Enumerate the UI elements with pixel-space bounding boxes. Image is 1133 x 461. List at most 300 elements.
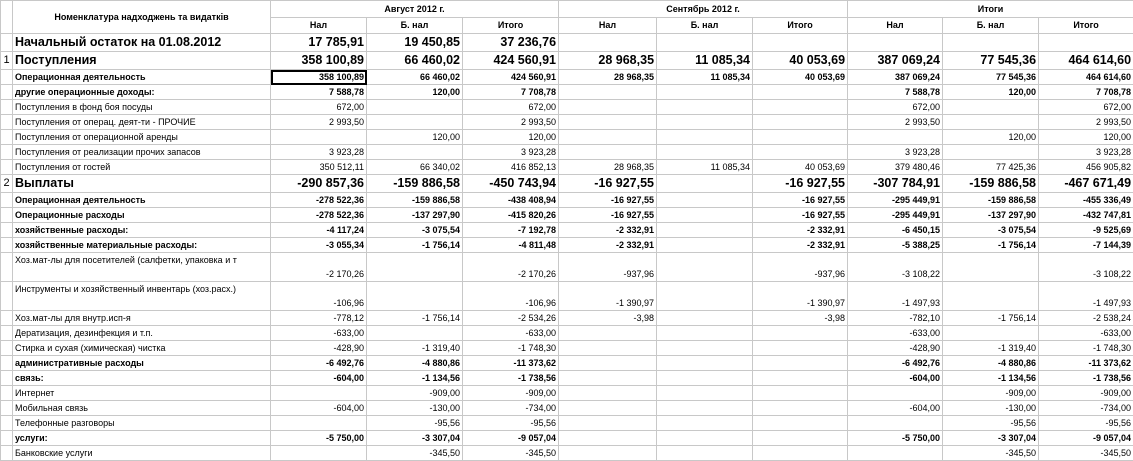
period-header-august[interactable]: Август 2012 г. (271, 1, 559, 18)
row-group-index[interactable] (1, 223, 13, 238)
value-cell[interactable]: -2 332,91 (559, 223, 657, 238)
value-cell[interactable] (753, 431, 848, 446)
row-label-cell[interactable]: Поступления от операц. деят-ти - ПРОЧИЕ (13, 115, 271, 130)
value-cell[interactable]: 7 588,78 (271, 85, 367, 100)
value-cell[interactable] (848, 130, 943, 145)
value-cell[interactable]: 28 968,35 (559, 160, 657, 175)
value-cell[interactable]: 672,00 (1039, 100, 1133, 115)
value-cell[interactable]: -2 170,26 (463, 253, 559, 282)
value-cell[interactable] (753, 341, 848, 356)
value-cell[interactable]: -909,00 (367, 386, 463, 401)
value-cell[interactable] (367, 115, 463, 130)
value-cell[interactable]: -95,56 (367, 416, 463, 431)
value-cell[interactable]: -4 880,86 (943, 356, 1039, 371)
value-cell[interactable]: -6 492,76 (848, 356, 943, 371)
value-cell[interactable] (753, 401, 848, 416)
row-label-cell[interactable]: Банковские услуги (13, 446, 271, 461)
value-cell[interactable]: -307 784,91 (848, 175, 943, 193)
value-cell[interactable] (657, 341, 753, 356)
value-cell[interactable] (559, 34, 657, 52)
value-cell[interactable]: -16 927,55 (753, 208, 848, 223)
value-cell[interactable] (559, 386, 657, 401)
value-cell[interactable]: -604,00 (848, 401, 943, 416)
value-cell[interactable]: -909,00 (463, 386, 559, 401)
value-cell[interactable]: -432 747,81 (1039, 208, 1133, 223)
value-cell[interactable]: -106,96 (271, 282, 367, 311)
value-cell[interactable]: -909,00 (943, 386, 1039, 401)
value-cell[interactable]: -130,00 (943, 401, 1039, 416)
row-label-cell[interactable]: Поступления в фонд боя посуды (13, 100, 271, 115)
column-header-noncash[interactable]: Б. нал (657, 18, 753, 34)
value-cell[interactable]: 7 588,78 (848, 85, 943, 100)
row-label-cell[interactable]: Хоз.мат-лы для внутр.исп-я (13, 311, 271, 326)
value-cell[interactable] (559, 356, 657, 371)
value-cell[interactable]: 672,00 (848, 100, 943, 115)
value-cell[interactable]: 358 100,89 (271, 52, 367, 70)
value-cell[interactable] (657, 371, 753, 386)
value-cell[interactable] (559, 100, 657, 115)
column-header-cash[interactable]: Нал (271, 18, 367, 34)
row-group-index[interactable] (1, 341, 13, 356)
value-cell[interactable]: -5 750,00 (848, 431, 943, 446)
value-cell[interactable] (943, 282, 1039, 311)
period-header-totals[interactable]: Итоги (848, 1, 1133, 18)
value-cell[interactable] (657, 193, 753, 208)
value-cell[interactable] (271, 386, 367, 401)
value-cell[interactable] (657, 223, 753, 238)
value-cell[interactable] (271, 130, 367, 145)
value-cell[interactable] (367, 253, 463, 282)
value-cell[interactable]: -3,98 (753, 311, 848, 326)
value-cell[interactable] (753, 85, 848, 100)
column-header-total[interactable]: Итого (463, 18, 559, 34)
value-cell[interactable]: 120,00 (943, 85, 1039, 100)
value-cell[interactable] (1039, 34, 1133, 52)
value-cell[interactable] (657, 238, 753, 253)
value-cell[interactable]: -1 748,30 (1039, 341, 1133, 356)
value-cell[interactable]: -1 134,56 (943, 371, 1039, 386)
value-cell[interactable] (271, 446, 367, 461)
row-label-cell[interactable]: Поступления от реализации прочих запасов (13, 145, 271, 160)
value-cell[interactable]: -2 332,91 (753, 238, 848, 253)
value-cell[interactable]: -1 319,40 (943, 341, 1039, 356)
value-cell[interactable] (848, 34, 943, 52)
value-cell[interactable] (848, 446, 943, 461)
value-cell[interactable]: -633,00 (271, 326, 367, 341)
value-cell[interactable] (753, 356, 848, 371)
value-cell[interactable]: 464 614,60 (1039, 70, 1133, 85)
value-cell[interactable]: -130,00 (367, 401, 463, 416)
value-cell[interactable]: 120,00 (1039, 130, 1133, 145)
row-label-cell[interactable]: Мобильная связь (13, 401, 271, 416)
value-cell[interactable]: -16 927,55 (559, 175, 657, 193)
value-cell[interactable] (367, 326, 463, 341)
value-cell[interactable] (559, 371, 657, 386)
row-group-index[interactable] (1, 70, 13, 85)
row-group-index[interactable]: 2 (1, 175, 13, 193)
value-cell[interactable] (943, 326, 1039, 341)
value-cell[interactable] (559, 145, 657, 160)
value-cell[interactable]: -1 497,93 (1039, 282, 1133, 311)
value-cell[interactable]: -909,00 (1039, 386, 1133, 401)
row-group-index[interactable] (1, 446, 13, 461)
value-cell[interactable]: -1 738,56 (1039, 371, 1133, 386)
row-label-cell[interactable]: Интернет (13, 386, 271, 401)
value-cell[interactable] (753, 416, 848, 431)
value-cell[interactable]: -3 307,04 (943, 431, 1039, 446)
value-cell[interactable] (657, 85, 753, 100)
value-cell[interactable] (559, 446, 657, 461)
value-cell[interactable] (657, 401, 753, 416)
row-label-cell[interactable]: хозяйственные расходы: (13, 223, 271, 238)
column-header-total[interactable]: Итого (753, 18, 848, 34)
value-cell[interactable] (657, 431, 753, 446)
value-cell[interactable]: -159 886,58 (367, 193, 463, 208)
column-header-cash[interactable]: Нал (848, 18, 943, 34)
value-cell[interactable]: 11 085,34 (657, 70, 753, 85)
row-label-cell[interactable]: Поступления от операционной аренды (13, 130, 271, 145)
value-cell[interactable]: -345,50 (463, 446, 559, 461)
value-cell[interactable]: -734,00 (463, 401, 559, 416)
value-cell[interactable]: -2 534,26 (463, 311, 559, 326)
value-cell[interactable]: -9 057,04 (1039, 431, 1133, 446)
value-cell[interactable]: -1 134,56 (367, 371, 463, 386)
value-cell[interactable] (559, 130, 657, 145)
row-group-index[interactable] (1, 253, 13, 282)
value-cell[interactable]: -3 108,22 (1039, 253, 1133, 282)
value-cell[interactable] (657, 386, 753, 401)
value-cell[interactable] (753, 34, 848, 52)
row-group-index[interactable] (1, 85, 13, 100)
value-cell[interactable]: -295 449,91 (848, 193, 943, 208)
value-cell[interactable]: -467 671,49 (1039, 175, 1133, 193)
value-cell[interactable] (657, 100, 753, 115)
value-cell[interactable] (367, 100, 463, 115)
row-label-cell[interactable]: Поступления от гостей (13, 160, 271, 175)
value-cell[interactable]: -95,56 (1039, 416, 1133, 431)
value-cell[interactable]: 3 923,28 (271, 145, 367, 160)
value-cell[interactable]: 456 905,82 (1039, 160, 1133, 175)
value-cell[interactable]: -7 144,39 (1039, 238, 1133, 253)
value-cell[interactable] (753, 115, 848, 130)
value-cell[interactable] (657, 311, 753, 326)
value-cell[interactable]: 2 993,50 (463, 115, 559, 130)
value-cell[interactable]: -95,56 (943, 416, 1039, 431)
row-group-index[interactable]: 1 (1, 52, 13, 70)
row-group-index[interactable] (1, 326, 13, 341)
value-cell[interactable]: -11 373,62 (1039, 356, 1133, 371)
value-cell[interactable]: 424 560,91 (463, 52, 559, 70)
row-label-cell[interactable]: хозяйственные материальные расходы: (13, 238, 271, 253)
value-cell[interactable]: -633,00 (1039, 326, 1133, 341)
value-cell[interactable]: -5 750,00 (271, 431, 367, 446)
row-group-index[interactable] (1, 238, 13, 253)
value-cell[interactable] (657, 446, 753, 461)
value-cell[interactable]: 77 545,36 (943, 52, 1039, 70)
value-cell[interactable]: -4 880,86 (367, 356, 463, 371)
value-cell[interactable]: 28 968,35 (559, 52, 657, 70)
value-cell[interactable]: 672,00 (271, 100, 367, 115)
value-cell[interactable]: -95,56 (463, 416, 559, 431)
value-cell[interactable]: 7 708,78 (1039, 85, 1133, 100)
value-cell[interactable]: 40 053,69 (753, 52, 848, 70)
corner-cell[interactable] (1, 1, 13, 34)
value-cell[interactable] (657, 145, 753, 160)
row-group-index[interactable] (1, 115, 13, 130)
row-label-cell[interactable]: Операционная деятельность (13, 70, 271, 85)
value-cell[interactable]: 11 085,34 (657, 160, 753, 175)
row-group-index[interactable] (1, 208, 13, 223)
row-group-index[interactable] (1, 356, 13, 371)
value-cell[interactable]: 3 923,28 (463, 145, 559, 160)
value-cell[interactable] (559, 401, 657, 416)
value-cell[interactable] (657, 416, 753, 431)
value-cell[interactable]: 120,00 (367, 85, 463, 100)
value-cell[interactable]: 424 560,91 (463, 70, 559, 85)
value-cell[interactable]: 77 545,36 (943, 70, 1039, 85)
value-cell[interactable]: 3 923,28 (848, 145, 943, 160)
row-group-index[interactable] (1, 386, 13, 401)
value-cell[interactable]: -415 820,26 (463, 208, 559, 223)
row-group-index[interactable] (1, 282, 13, 311)
value-cell[interactable] (367, 145, 463, 160)
value-cell[interactable]: 19 450,85 (367, 34, 463, 52)
value-cell[interactable]: -3 075,54 (943, 223, 1039, 238)
value-cell[interactable] (657, 175, 753, 193)
value-cell[interactable]: 66 460,02 (367, 52, 463, 70)
row-label-cell[interactable]: Стирка и сухая (химическая) чистка (13, 341, 271, 356)
value-cell[interactable] (753, 130, 848, 145)
column-header-noncash[interactable]: Б. нал (367, 18, 463, 34)
row-group-index[interactable] (1, 416, 13, 431)
value-cell[interactable] (943, 145, 1039, 160)
column-header-cash[interactable]: Нал (559, 18, 657, 34)
value-cell[interactable]: -6 450,15 (848, 223, 943, 238)
value-cell[interactable]: 387 069,24 (848, 70, 943, 85)
value-cell[interactable]: -937,96 (753, 253, 848, 282)
value-cell[interactable]: -5 388,25 (848, 238, 943, 253)
value-cell[interactable]: -6 492,76 (271, 356, 367, 371)
value-cell[interactable]: 7 708,78 (463, 85, 559, 100)
value-cell[interactable]: -428,90 (848, 341, 943, 356)
value-cell[interactable]: -278 522,36 (271, 193, 367, 208)
value-cell[interactable]: -3 055,34 (271, 238, 367, 253)
value-cell[interactable]: -633,00 (463, 326, 559, 341)
value-cell[interactable]: -9 057,04 (463, 431, 559, 446)
value-cell[interactable]: -16 927,55 (753, 193, 848, 208)
value-cell[interactable] (657, 253, 753, 282)
value-cell[interactable]: 2 993,50 (848, 115, 943, 130)
value-cell[interactable]: -604,00 (848, 371, 943, 386)
value-cell[interactable]: -4 117,24 (271, 223, 367, 238)
value-cell[interactable]: -3 075,54 (367, 223, 463, 238)
value-cell[interactable] (848, 416, 943, 431)
value-cell[interactable]: -1 756,14 (943, 311, 1039, 326)
value-cell[interactable]: 2 993,50 (1039, 115, 1133, 130)
value-cell[interactable] (657, 282, 753, 311)
value-cell[interactable]: -2 332,91 (753, 223, 848, 238)
value-cell[interactable]: -4 811,48 (463, 238, 559, 253)
value-cell[interactable]: -16 927,55 (559, 193, 657, 208)
value-cell[interactable]: -734,00 (1039, 401, 1133, 416)
value-cell[interactable]: 66 460,02 (367, 70, 463, 85)
value-cell[interactable]: -16 927,55 (753, 175, 848, 193)
value-cell[interactable] (657, 130, 753, 145)
value-cell[interactable]: -106,96 (463, 282, 559, 311)
value-cell[interactable]: 40 053,69 (753, 70, 848, 85)
row-label-cell[interactable]: Выплаты (13, 175, 271, 193)
value-cell[interactable]: -3 307,04 (367, 431, 463, 446)
value-cell[interactable]: 2 993,50 (271, 115, 367, 130)
row-group-index[interactable] (1, 431, 13, 446)
value-cell[interactable] (943, 100, 1039, 115)
value-cell[interactable] (559, 416, 657, 431)
value-cell[interactable]: -778,12 (271, 311, 367, 326)
value-cell[interactable]: -1 390,97 (753, 282, 848, 311)
value-cell[interactable]: 40 053,69 (753, 160, 848, 175)
value-cell[interactable]: 350 512,11 (271, 160, 367, 175)
value-cell[interactable] (753, 145, 848, 160)
value-cell[interactable]: -604,00 (271, 371, 367, 386)
row-label-cell[interactable]: Операционные расходы (13, 208, 271, 223)
row-label-cell[interactable]: Операционная деятельность (13, 193, 271, 208)
value-cell[interactable]: -1 756,14 (367, 238, 463, 253)
value-cell[interactable] (657, 115, 753, 130)
value-cell[interactable]: 120,00 (463, 130, 559, 145)
value-cell[interactable]: -295 449,91 (848, 208, 943, 223)
value-cell[interactable]: -159 886,58 (943, 175, 1039, 193)
value-cell[interactable] (657, 34, 753, 52)
value-cell[interactable]: -438 408,94 (463, 193, 559, 208)
row-group-index[interactable] (1, 145, 13, 160)
value-cell[interactable] (943, 253, 1039, 282)
value-cell[interactable] (848, 386, 943, 401)
row-label-cell[interactable]: Начальный остаток на 01.08.2012 (13, 34, 271, 52)
value-cell[interactable]: -11 373,62 (463, 356, 559, 371)
value-cell[interactable]: -1 319,40 (367, 341, 463, 356)
value-cell[interactable] (943, 34, 1039, 52)
value-cell[interactable] (559, 341, 657, 356)
row-group-index[interactable] (1, 160, 13, 175)
row-label-cell[interactable]: Инструменты и хозяйственный инвентарь (хоз.расх.) (13, 282, 271, 311)
period-header-september[interactable]: Сентябрь 2012 г. (559, 1, 848, 18)
row-label-cell[interactable]: административные расходы (13, 356, 271, 371)
value-cell[interactable]: 379 480,46 (848, 160, 943, 175)
value-cell[interactable]: -1 756,14 (943, 238, 1039, 253)
value-cell[interactable]: -604,00 (271, 401, 367, 416)
value-cell[interactable]: 387 069,24 (848, 52, 943, 70)
value-cell[interactable]: 464 614,60 (1039, 52, 1133, 70)
value-cell[interactable]: -3,98 (559, 311, 657, 326)
value-cell[interactable] (753, 446, 848, 461)
value-cell[interactable]: -1 497,93 (848, 282, 943, 311)
column-header-nomenclature[interactable]: Номенклатура надходжень та видатків (13, 1, 271, 34)
value-cell[interactable]: -2 170,26 (271, 253, 367, 282)
value-cell[interactable]: -2 538,24 (1039, 311, 1133, 326)
row-label-cell[interactable]: услуги: (13, 431, 271, 446)
value-cell[interactable]: -159 886,58 (367, 175, 463, 193)
row-label-cell[interactable]: Дератизация, дезинфекция и т.п. (13, 326, 271, 341)
value-cell[interactable] (753, 326, 848, 341)
value-cell[interactable]: -345,50 (943, 446, 1039, 461)
value-cell[interactable]: -137 297,90 (943, 208, 1039, 223)
value-cell[interactable]: -278 522,36 (271, 208, 367, 223)
value-cell[interactable]: 37 236,76 (463, 34, 559, 52)
row-group-index[interactable] (1, 193, 13, 208)
value-cell[interactable] (367, 282, 463, 311)
row-label-cell[interactable]: другие операционные доходы: (13, 85, 271, 100)
value-cell[interactable]: 120,00 (943, 130, 1039, 145)
value-cell[interactable]: -1 756,14 (367, 311, 463, 326)
row-label-cell[interactable]: Хоз.мат-лы для посетителей (салфетки, упаковка и т (13, 253, 271, 282)
value-cell[interactable]: 17 785,91 (271, 34, 367, 52)
column-header-total[interactable]: Итого (1039, 18, 1133, 34)
value-cell[interactable] (657, 356, 753, 371)
value-cell[interactable]: 28 968,35 (559, 70, 657, 85)
value-cell[interactable] (943, 115, 1039, 130)
value-cell[interactable]: 416 852,13 (463, 160, 559, 175)
row-label-cell[interactable]: Поступления (13, 52, 271, 70)
row-group-index[interactable] (1, 371, 13, 386)
row-label-cell[interactable]: Телефонные разговоры (13, 416, 271, 431)
value-cell[interactable]: -455 336,49 (1039, 193, 1133, 208)
row-label-cell[interactable]: связь: (13, 371, 271, 386)
value-cell[interactable]: 3 923,28 (1039, 145, 1133, 160)
value-cell[interactable]: -450 743,94 (463, 175, 559, 193)
value-cell[interactable]: -137 297,90 (367, 208, 463, 223)
row-group-index[interactable] (1, 401, 13, 416)
value-cell[interactable]: -345,50 (367, 446, 463, 461)
value-cell[interactable]: 120,00 (367, 130, 463, 145)
value-cell[interactable]: 77 425,36 (943, 160, 1039, 175)
value-cell[interactable]: -16 927,55 (559, 208, 657, 223)
value-cell[interactable] (753, 371, 848, 386)
value-cell[interactable] (559, 115, 657, 130)
value-cell[interactable]: -1 390,97 (559, 282, 657, 311)
value-cell[interactable]: -937,96 (559, 253, 657, 282)
value-cell[interactable]: 66 340,02 (367, 160, 463, 175)
value-cell[interactable]: 11 085,34 (657, 52, 753, 70)
value-cell[interactable]: -428,90 (271, 341, 367, 356)
value-cell[interactable]: -1 738,56 (463, 371, 559, 386)
value-cell[interactable]: -9 525,69 (1039, 223, 1133, 238)
row-group-index[interactable] (1, 311, 13, 326)
value-cell[interactable]: 358 100,89 (271, 70, 367, 85)
value-cell[interactable]: -782,10 (848, 311, 943, 326)
value-cell[interactable]: -345,50 (1039, 446, 1133, 461)
value-cell[interactable]: -7 192,78 (463, 223, 559, 238)
value-cell[interactable] (559, 85, 657, 100)
value-cell[interactable] (657, 208, 753, 223)
value-cell[interactable] (753, 386, 848, 401)
value-cell[interactable] (271, 416, 367, 431)
row-group-index[interactable] (1, 34, 13, 52)
value-cell[interactable]: -633,00 (848, 326, 943, 341)
value-cell[interactable]: -1 748,30 (463, 341, 559, 356)
row-group-index[interactable] (1, 100, 13, 115)
column-header-noncash[interactable]: Б. нал (943, 18, 1039, 34)
value-cell[interactable]: -159 886,58 (943, 193, 1039, 208)
value-cell[interactable]: -290 857,36 (271, 175, 367, 193)
value-cell[interactable] (753, 100, 848, 115)
value-cell[interactable] (657, 326, 753, 341)
value-cell[interactable]: 672,00 (463, 100, 559, 115)
value-cell[interactable]: -2 332,91 (559, 238, 657, 253)
row-group-index[interactable] (1, 130, 13, 145)
value-cell[interactable] (559, 326, 657, 341)
value-cell[interactable] (559, 431, 657, 446)
value-cell[interactable]: -3 108,22 (848, 253, 943, 282)
